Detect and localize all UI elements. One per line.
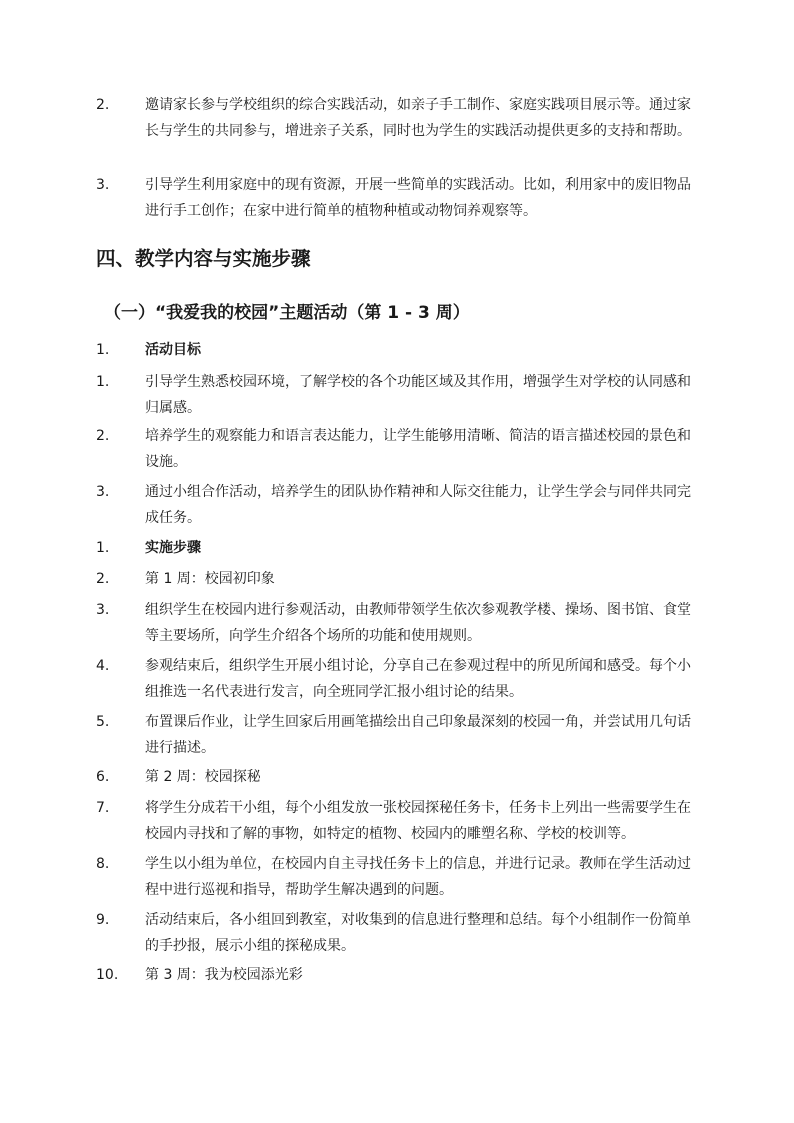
list-number: 2. bbox=[96, 428, 110, 444]
list-text: 学生以小组为单位，在校园内自主寻找任务卡上的信息，并进行记录。教师在学生活动过程中进行巡视和指导，帮助学生解决遇到的问题。 bbox=[145, 856, 691, 898]
list-text: 实施步骤 bbox=[145, 540, 201, 556]
list-text: 培养学生的观察能力和语言表达能力，让学生能够用清晰、简洁的语言描述校园的景色和设施。 bbox=[145, 428, 691, 470]
list-text: 将学生分成若干小组，每个小组发放一张校园探秘任务卡，任务卡上列出一些需要学生在校园内寻找和了解的事物，如特定的植物、校园内的雕塑名称、学校的校训等。 bbox=[145, 800, 691, 842]
list-number: 5. bbox=[96, 714, 110, 730]
list-number: 1. bbox=[96, 540, 110, 556]
list-text: 活动结束后，各小组回到教室，对收集到的信息进行整理和总结。每个小组制作一份简单的手抄报，展示小组的探秘成果。 bbox=[145, 912, 691, 954]
list-text: 活动目标 bbox=[145, 342, 201, 358]
list-number: 1. bbox=[96, 374, 110, 390]
list-text: 第 1 周：校园初印象 bbox=[145, 571, 275, 587]
list-number: 10. bbox=[96, 967, 119, 983]
list-number: 4. bbox=[96, 658, 110, 674]
list-text: 布置课后作业，让学生回家后用画笔描绘出自己印象最深刻的校园一角，并尝试用几句话进行描述。 bbox=[145, 714, 691, 756]
list-text: 通过小组合作活动，培养学生的团队协作精神和人际交往能力，让学生学会与同伴共同完成任务。 bbox=[145, 484, 691, 526]
list-text: 引导学生利用家庭中的现有资源，开展一些简单的实践活动。比如，利用家中的废旧物品进行手工创作；在家中进行简单的植物种植或动物饲养观察等。 bbox=[145, 177, 691, 219]
list-number: 2. bbox=[96, 571, 110, 587]
list-text: 邀请家长参与学校组织的综合实践活动，如亲子手工制作、家庭实践项目展示等。通过家长与学生的共同参与，增进亲子关系，同时也为学生的实践活动提供更多的支持和帮助。 bbox=[145, 97, 691, 139]
list-number: 3. bbox=[96, 484, 110, 500]
list-number: 2. bbox=[96, 97, 110, 113]
subsection-heading: （一）“我爱我的校园”主题活动（第 1 - 3 周） bbox=[104, 303, 470, 323]
list-text: 参观结束后，组织学生开展小组讨论，分享自己在参观过程中的所见所闻和感受。每个小组推选一名代表进行发言，向全班同学汇报小组讨论的结果。 bbox=[145, 658, 691, 700]
list-text: 第 2 周：校园探秘 bbox=[145, 769, 261, 785]
list-number: 1. bbox=[96, 342, 110, 358]
list-text: 第 3 周：我为校园添光彩 bbox=[145, 967, 303, 983]
list-number: 8. bbox=[96, 856, 110, 872]
list-number: 9. bbox=[96, 912, 110, 928]
list-number: 3. bbox=[96, 177, 110, 193]
list-text: 组织学生在校园内进行参观活动，由教师带领学生依次参观教学楼、操场、图书馆、食堂等主要场所，向学生介绍各个场所的功能和使用规则。 bbox=[145, 602, 691, 644]
list-number: 6. bbox=[96, 769, 110, 785]
list-number: 3. bbox=[96, 602, 110, 618]
list-text: 引导学生熟悉校园环境，了解学校的各个功能区域及其作用，增强学生对学校的认同感和归属感。 bbox=[145, 374, 691, 416]
section-heading: 四、教学内容与实施步骤 bbox=[96, 247, 311, 270]
list-number: 7. bbox=[96, 800, 110, 816]
